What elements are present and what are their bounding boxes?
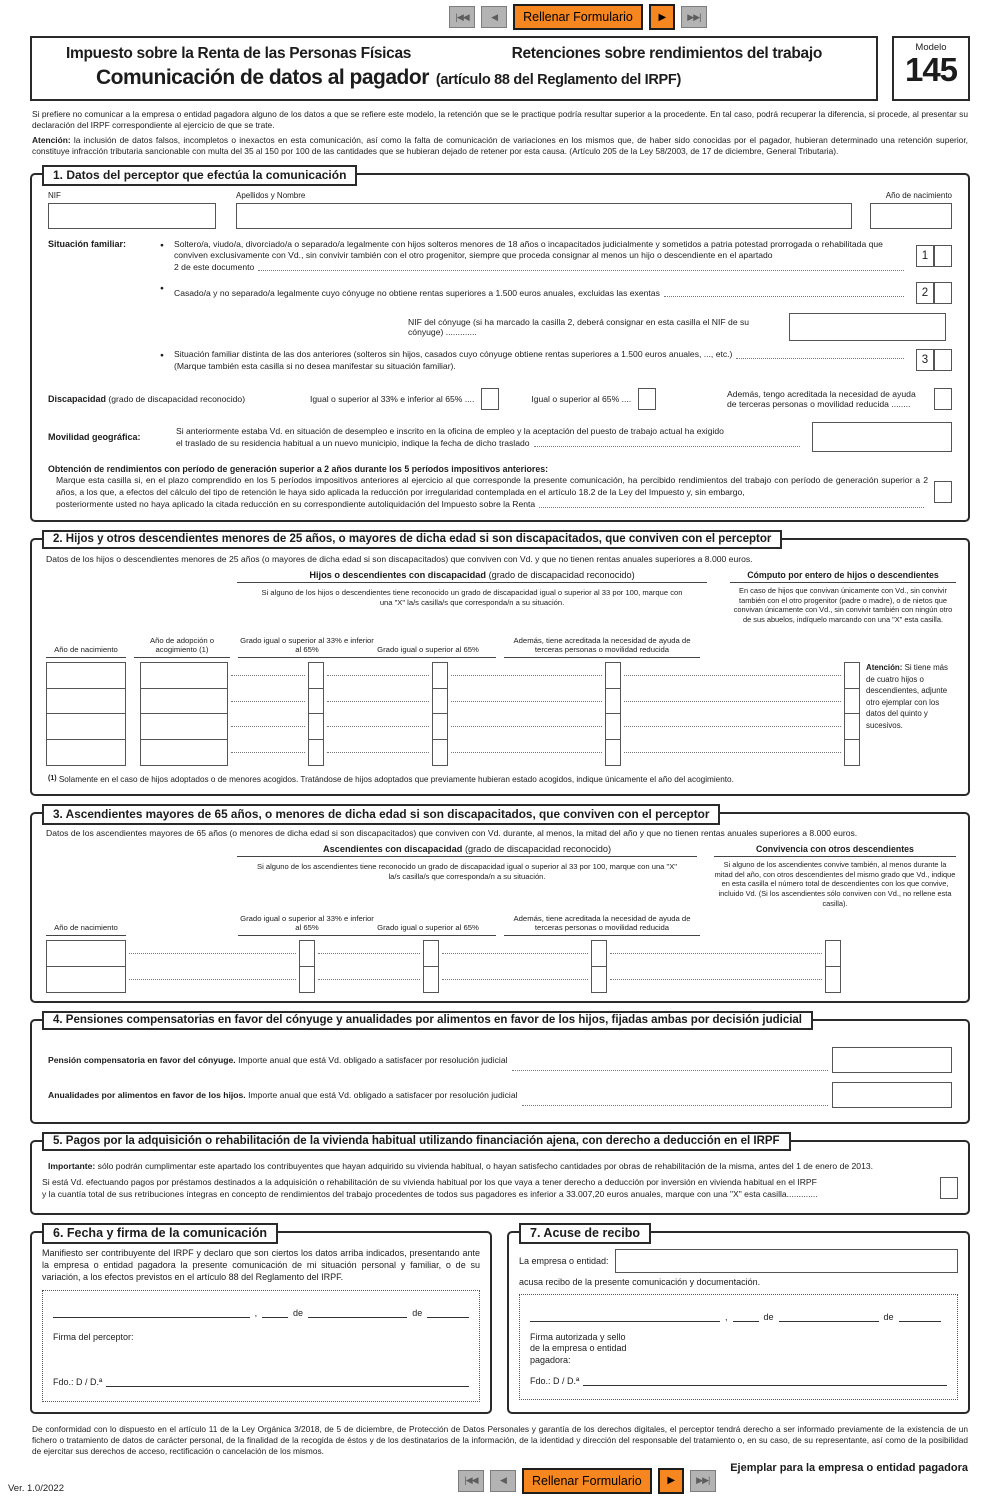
box-number-1: 1 [916, 245, 935, 267]
col-grade-33: Grado igual o superior al 33% e inferior al 65% [238, 914, 376, 936]
dotted-leader [231, 726, 305, 727]
nif-label: NIF [48, 190, 61, 200]
month-blank [779, 1311, 879, 1322]
name-label: Apellidos y Nombre [236, 190, 306, 200]
de-label: de [412, 1308, 423, 1319]
child-grade65-checkbox[interactable] [432, 713, 448, 740]
dotted-leader [512, 1070, 828, 1071]
child-fullcount-checkbox[interactable] [844, 662, 860, 689]
intro-text [32, 109, 968, 157]
intro-attention-label: Atención: [32, 134, 71, 145]
dotted-leader [624, 701, 841, 702]
irregular-income-title: Obtención de rendimientos con período de generación superior a 2 años durante los 5 períodos impositivos anteriores: [48, 463, 549, 474]
child-help-checkbox[interactable] [605, 713, 621, 740]
signature-area [42, 1290, 480, 1402]
company-input[interactable] [615, 1249, 958, 1273]
child-birth-year-cell[interactable] [46, 713, 126, 740]
ascendants-disability-header-bold: Ascendientes con discapacidad [322, 843, 463, 854]
company-label: La empresa o entidad: [519, 1255, 609, 1266]
first-page-button[interactable] [458, 1470, 484, 1492]
housing-checkbox[interactable] [940, 1177, 958, 1199]
birth-year-input[interactable] [870, 203, 952, 229]
name-input[interactable] [236, 203, 852, 229]
mobility-label: Movilidad geográfica: [48, 431, 141, 442]
form-title-box [30, 36, 878, 101]
dotted-leader [327, 752, 429, 753]
company-signature-line1: Firma autorizada y sello [530, 1331, 626, 1342]
company-signature-line2: de la empresa o entidad [530, 1343, 627, 1354]
child-grade33-checkbox[interactable] [308, 662, 324, 689]
family-option-1-box [916, 245, 953, 267]
section-1-title: 1. Datos del perceptor que efectúa la comunicación [42, 165, 357, 186]
form-header [30, 36, 970, 101]
copy-designation-label: Ejemplar para la empresa o entidad pagadora [730, 1461, 968, 1474]
annuities-label-text: Importe anual que está Vd. obligado a satisfacer por resolución judicial [245, 1089, 518, 1100]
next-page-icon: ▶ [667, 1475, 675, 1487]
ascendant-row [42, 940, 958, 967]
full-count-header: Cómputo por entero de hijos o descendientes [730, 570, 956, 583]
children-disability-header-bold: Hijos o descendientes con discapacidad [309, 569, 487, 580]
fdo-label: Fdo.: D / D.ª [530, 1375, 580, 1386]
family-option-1-text: Soltero/a, viudo/a, divorciado/a o separado/a legalmente con hijos solteros menores de 18 años o incapacitados judicialmente y sometidos a patria potestad prorrogada o rehabilitada que conviven exclusivamente con Vd., sin convivir también con el otro progenitor, siempre que proceda consignar al menos un hijo o descendiente en el apartado [174, 238, 883, 261]
fill-form-button[interactable] [522, 1468, 652, 1494]
ascendants-disability-header [237, 844, 697, 857]
company-row [519, 1249, 958, 1273]
box-number-3: 3 [916, 349, 935, 371]
child-grade33-checkbox[interactable] [308, 739, 324, 766]
title-retenciones: Retenciones sobre rendimientos del trabajo [511, 45, 822, 62]
disability-help-checkbox[interactable] [934, 388, 952, 410]
day-blank [262, 1307, 288, 1318]
child-adoption-year-cell[interactable] [140, 739, 228, 766]
irregular-income-block [48, 464, 952, 510]
col-birth-year: Año de nacimiento [46, 645, 126, 658]
birth-year-label: Año de nacimiento [885, 190, 952, 200]
identity-row [48, 191, 952, 229]
name-blank [583, 1375, 947, 1386]
ascendants-disability-subtext: Si alguno de los ascendientes tiene reconocido un grado de discapacidad igual o superior al 33 por 100, marque con una "X" la/s casilla/s que corresponda/n a su situación. [257, 861, 677, 881]
dotted-leader [129, 953, 296, 954]
important-label: Importante: [48, 1160, 96, 1171]
last-page-button[interactable] [690, 1470, 716, 1492]
de-label: de [292, 1308, 303, 1319]
disability-option-33-label: Igual o superior al 33% e inferior al 65% .... [310, 393, 475, 404]
child-grade65-checkbox[interactable] [432, 739, 448, 766]
children-attention-note [866, 662, 958, 731]
ascendant-cohabitation-cell[interactable] [825, 966, 841, 993]
section-3-column-headers [42, 844, 958, 936]
date-line [530, 1311, 947, 1322]
fill-form-label: Rellenar Formulario [532, 1473, 642, 1488]
fill-form-button[interactable] [513, 4, 643, 30]
dotted-leader [610, 979, 822, 980]
mobility-row [48, 422, 952, 452]
annuities-amount-input[interactable] [832, 1082, 952, 1108]
dotted-leader [624, 726, 841, 727]
dotted-leader [327, 701, 429, 702]
disability-help-line1: Además, tengo acreditada la necesidad de ayuda [727, 388, 916, 399]
prev-page-icon: ◀ [491, 11, 498, 22]
company-signature-label [530, 1332, 947, 1367]
pension-label [48, 1055, 508, 1065]
family-option-1-checkbox[interactable] [933, 245, 952, 267]
housing-declaration [42, 1176, 958, 1201]
dotted-leader [664, 296, 904, 297]
ascendant-help-checkbox[interactable] [591, 940, 607, 967]
date-line [53, 1307, 469, 1318]
de-label: de [763, 1311, 774, 1322]
last-page-icon: ▶▶| [687, 11, 701, 22]
bottom-toolbar [0, 1461, 1000, 1498]
family-option-3-note: (Marque también esta casilla si no desea manifestar su situación familiar). [174, 361, 456, 372]
child-grade65-checkbox[interactable] [432, 688, 448, 715]
dotted-leader [610, 953, 822, 954]
full-count-subtext: En caso de hijos que convivan únicamente con Vd., sin convivir también con el otro progenitor (padre o madre), o de nietos que convivan únicamente con Vd., sin convivir también con ningún otro de sus abuelos, indíquelo marcando con una "X" esta casilla. [733, 585, 953, 625]
footnote-text: Solamente en el caso de hijos adoptados o de menores acogidos. Tratándose de hijos adoptados que previamente hubieran estado acogidos, indique únicamente el año del acogimiento. [56, 774, 734, 784]
dotted-leader [318, 953, 421, 954]
family-option-3 [160, 349, 952, 372]
child-birth-year-cell[interactable] [46, 688, 126, 715]
child-adoption-year-cell[interactable] [140, 662, 228, 689]
dotted-leader [327, 726, 429, 727]
section-4 [30, 1013, 970, 1124]
bullet-icon [160, 239, 174, 250]
adoption-footnote [48, 775, 952, 784]
col-adoption-year: Año de adopción o acogimiento (1) [134, 636, 230, 658]
next-page-button[interactable] [649, 4, 675, 30]
section-5 [30, 1134, 970, 1215]
family-status-block [48, 239, 952, 382]
child-grade65-checkbox[interactable] [432, 662, 448, 689]
attention-text: Si tiene más de cuatro hijos o descendientes, adjunte otro ejemplar con los datos del quinto y sucesivos. [866, 663, 949, 730]
child-row [42, 739, 860, 766]
dotted-leader [736, 358, 903, 359]
day-blank [733, 1311, 759, 1322]
bottom-nav [458, 1468, 716, 1494]
pension-label-bold: Pensión compensatoria en favor del cónyuge. [48, 1054, 236, 1065]
disability-option-33 [310, 388, 499, 410]
footnote-marker: (1) [48, 774, 57, 782]
child-birth-year-cell[interactable] [46, 739, 126, 766]
disability-help-label [727, 389, 927, 409]
dotted-leader [231, 675, 305, 676]
signature-label: Firma del perceptor: [53, 1332, 134, 1343]
disability-label-rest: (grado de discapacidad reconocido) [106, 393, 246, 404]
irregular-income-checkbox[interactable] [934, 481, 952, 503]
child-help-checkbox[interactable] [605, 662, 621, 689]
disability-option-65-label: Igual o superior al 65% .... [531, 393, 632, 404]
model-number: 145 [904, 51, 958, 88]
disability-33-checkbox[interactable] [481, 388, 499, 410]
child-help-checkbox[interactable] [605, 688, 621, 715]
disability-help-line2: de terceras personas o movilidad reducida ........ [727, 398, 911, 409]
box-number-2: 2 [916, 282, 935, 304]
spouse-nif-row [408, 313, 946, 341]
ascendant-birth-year-cell[interactable] [46, 966, 126, 993]
col-third-person-help: Además, tiene acreditada la necesidad de ayuda de terceras personas o movilidad reducida [504, 636, 700, 658]
ascendant-grade33-checkbox[interactable] [299, 940, 315, 967]
year-blank [427, 1307, 469, 1318]
dotted-leader [318, 979, 421, 980]
dotted-leader [258, 270, 903, 271]
mobility-text-line1: Si anteriormente estaba Vd. en situación de desempleo e inscrito en la oficina de empleo y la aceptación del puesto de trabajo actual ha exigido [176, 425, 724, 436]
bullet-icon [160, 282, 174, 293]
important-text: sólo podrán cumplimentar este apartado los contribuyentes que hayan adquirido su vivienda habitual, o hayan satisfecho cantidades por obras de rehabilitación de la misma, antes del 1 de enero de 2013. [95, 1160, 874, 1171]
family-option-1 [160, 239, 952, 274]
dotted-leader [451, 726, 602, 727]
ascendant-cohabitation-cell[interactable] [825, 940, 841, 967]
annuities-label-bold: Anualidades por alimentos en favor de los hijos. [48, 1089, 246, 1100]
section-2-title: 2. Hijos y otros descendientes menores de 25 años, o mayores de dicha edad si son discapacitados, que conviven con el perceptor [42, 530, 782, 549]
company-signature-area [519, 1294, 958, 1400]
place-blank [530, 1311, 720, 1322]
child-grade33-checkbox[interactable] [308, 713, 324, 740]
section-6-title: 6. Fecha y firma de la comunicación [42, 1223, 278, 1244]
section-3 [30, 806, 970, 1003]
child-grade33-checkbox[interactable] [308, 688, 324, 715]
declaration-text: Manifiesto ser contribuyente del IRPF y declaro que son ciertos los datos arriba indicados, presentando ante la empresa o entidad pagadora la presente comunicación de mi situación personal y familiar, o de su variación, a los efectos previstos en el artículo 88 del Reglamento del IRPF. [42, 1247, 480, 1282]
section-3-intro: Datos de los ascendientes mayores de 65 años (o menores de dicha edad si son discapacitados) que conviven con Vd. durante, al menos, la mitad del año y que no tienen rentas anuales superiores a 8.000 euros. [46, 827, 858, 838]
title-tax: Impuesto sobre la Renta de las Personas Físicas [66, 45, 412, 62]
housing-text-line2: y la cuantía total de sus retribuciones íntegras en concepto de rendimientos del trabajo procedentes de todos sus pagadores es inferior a 33.007,20 euros anuales, marque con una "X" esta casilla............. [42, 1189, 818, 1200]
pension-label-text: Importe anual que está Vd. obligado a satisfacer por resolución judicial [235, 1054, 508, 1065]
child-fullcount-checkbox[interactable] [844, 739, 860, 766]
child-row [42, 662, 860, 689]
ascendant-grade33-checkbox[interactable] [299, 966, 315, 993]
mobility-date-input[interactable] [812, 422, 952, 452]
privacy-notice: De conformidad con lo dispuesto en el artículo 11 de la Ley Orgánica 3/2018, de 5 de diciembre, de Protección de Datos Personales y garantía de los derechos digitales, el perceptor tendrá derecho a ser informado previamente de la existencia de un fichero o tratamiento de datos de carácter personal, de la finalidad de la recogida de éstos y de los destinatarios de la información, de la identidad y dirección del responsable del tratamiento o, en su caso, de su representante, así como de la posibilidad de ejercitar sus derechos de acceso, rectificación o cancelación de los mismos. [32, 1424, 968, 1457]
section-1 [30, 167, 970, 522]
last-page-icon: ▶▶| [696, 1475, 710, 1486]
prev-page-icon: ◀ [500, 1475, 506, 1486]
col-grade-33: Grado igual o superior al 33% e inferior al 65% [238, 636, 376, 658]
children-disability-subtext: Si alguno de los hijos o descendientes tiene reconocido un grado de discapacidad igual o superior al 33 por 100, marque con una "X" la/s casilla/s que corresponda/n a su situación. [261, 587, 683, 607]
section-3-title: 3. Ascendientes mayores de 65 años, o menores de dicha edad si son discapacitados, que conviven con el perceptor [42, 804, 720, 825]
place-blank [53, 1307, 250, 1318]
signature-sections [30, 1225, 970, 1414]
child-adoption-year-cell[interactable] [140, 713, 228, 740]
col-grade-65: Grado igual o superior al 65% [360, 645, 496, 658]
ascendants-disability-header-rest: (grado de discapacidad reconocido) [462, 843, 612, 854]
irregular-income-text-end: posteriormente usted no haya aplicado la citada reducción en su correspondiente autoliquidación del Impuesto sobre la Renta [56, 498, 536, 509]
first-page-icon: |◀◀ [455, 11, 469, 22]
dotted-leader [539, 507, 924, 508]
section-5-title: 5. Pagos por la adquisición o rehabilitación de la vivienda habitual utilizando financiación ajena, con derecho a deducción en el IRPF [42, 1132, 791, 1151]
intro-attention-text: la inclusión de datos falsos, incompletos o inexactos en esta comunicación, así como la falta de comunicación de variaciones en los mismos que, de haber sido conocidas por el pagador, hubieran determinado una retención superior, constituye infracción tributaria sancionable con multa del 35 al 150 por 100 de las cantidades que se hubieran dejado de retener por esta causa. (Artículo 205 de la Ley 58/2003, de 17 de diciembre, General Tributaria). [32, 134, 968, 156]
dotted-leader [624, 752, 841, 753]
family-option-2 [160, 282, 952, 304]
fdo-line [530, 1375, 947, 1386]
mobility-text-line2: el traslado de su residencia habitual a un nuevo municipio, indique la fecha de dicho traslado [176, 437, 530, 448]
col-third-person-help: Además, tiene acreditada la necesidad de ayuda de terceras personas o movilidad reducida [504, 914, 700, 936]
section-2 [30, 532, 970, 796]
next-page-icon: ▶ [658, 11, 666, 23]
last-page-button[interactable] [681, 6, 707, 28]
child-birth-year-cell[interactable] [46, 662, 126, 689]
family-status-label: Situación familiar: [48, 238, 127, 249]
first-page-button[interactable] [449, 6, 475, 28]
child-row [42, 713, 860, 740]
attention-label: Atención: [866, 663, 903, 673]
ascendant-grade65-checkbox[interactable] [423, 966, 439, 993]
acknowledgement-text: acusa recibo de la presente comunicación y documentación. [519, 1276, 761, 1287]
housing-text-line1: Si está Vd. efectuando pagos por préstamos destinados a la adquisición o rehabilitación de su vivienda habitual por los que vaya a tener derecho a deducción por inversión en vivienda habitual en el IRPF [42, 1176, 817, 1187]
housing-important-note [48, 1160, 952, 1172]
dotted-leader [624, 675, 841, 676]
company-signature-line3: pagadora: [530, 1355, 571, 1366]
spouse-nif-label: NIF del cónyuge (si ha marcado la casilla 2, deberá consignar en esta casilla el NIF de su cónyuge) ............. [408, 317, 750, 338]
bullet-icon [160, 349, 174, 360]
pension-amount-input[interactable] [832, 1047, 952, 1073]
family-option-1-end: 2 de este documento [174, 261, 255, 272]
prev-page-button[interactable] [490, 1470, 516, 1492]
dotted-leader [451, 701, 602, 702]
prev-page-button[interactable] [481, 6, 507, 28]
dotted-leader [451, 752, 602, 753]
dotted-leader [231, 701, 305, 702]
col-grade-65: Grado igual o superior al 65% [360, 923, 496, 936]
cohabitation-subtext: Si alguno de los ascendientes convive también, al menos durante la mitad del año, con otros descendientes del mismo grado que Vd., indique en esta casilla el número total de descendientes con los que convive, incluido Vd. (Si los ascendientes sólo conviven con Vd., no rellene esta casilla). [714, 859, 956, 908]
dotted-leader [522, 1105, 828, 1106]
month-blank [308, 1307, 407, 1318]
family-option-2-box [916, 282, 953, 304]
disability-row [48, 388, 952, 410]
cohabitation-header: Convivencia con otros descendientes [714, 844, 956, 857]
section-7-title: 7. Acuse de recibo [519, 1223, 651, 1244]
model-box [892, 36, 970, 101]
nif-input[interactable] [48, 203, 216, 229]
version-label: Ver. 1.0/2022 [8, 1482, 64, 1494]
children-grid [42, 662, 958, 766]
irregular-income-text: Marque esta casilla si, en el plazo comprendido en los 5 períodos impositivos anteriores al ejercicio al que corresponde la presente comunicación, ha percibido rendimientos del trabajo con período de generación superior a 2 años, a los que, a efectos del cálculo del tipo de retención le haya sido aplicada la reducción por irregularidad contemplada en el artículo 18.2 de la Ley del Impuesto y, sin embargo, [56, 474, 928, 497]
family-option-3-box [916, 349, 953, 371]
col-birth-year: Año de nacimiento [46, 923, 126, 936]
dotted-leader [451, 675, 602, 676]
dotted-leader [442, 979, 588, 980]
family-option-3-checkbox[interactable] [933, 349, 952, 371]
dotted-leader [129, 979, 296, 980]
fdo-label: Fdo.: D / D.ª [53, 1377, 103, 1388]
section-6 [30, 1225, 492, 1414]
ascendant-row [42, 966, 958, 993]
child-support-row [48, 1082, 952, 1108]
intro-paragraph-1: Si prefiere no comunicar a la empresa o entidad pagadora alguno de los datos a que se refiere este modelo, la retención que se le practique podría resultar superior a la procedente. En tal caso, podrá recuperar la diferencia, si procede, al presentar su declaración del IRPF correspondiente al ejercicio de que se trate. [32, 109, 968, 130]
title-main: Comunicación de datos al pagador [96, 66, 429, 89]
children-disability-header-rest: (grado de discapacidad reconocido) [486, 569, 635, 580]
family-option-2-text: Casado/a y no separado/a legalmente cuyo cónyuge no obtiene rentas superiores a 1.500 euros anuales, excluidas las exentas [174, 287, 660, 298]
compensatory-pension-row [48, 1047, 952, 1073]
dotted-leader [534, 446, 800, 447]
title-article: (artículo 88 del Reglamento del IRPF) [435, 72, 682, 88]
year-blank [899, 1311, 941, 1322]
section-7 [507, 1225, 970, 1414]
disability-label-bold: Discapacidad [48, 393, 107, 404]
disability-option-help [666, 388, 952, 410]
top-toolbar [78, 0, 1000, 30]
section-4-title: 4. Pensiones compensatorias en favor del cónyuge y anualidades por alimentos en favor de los hijos, fijadas ambas por decisión judicial [42, 1011, 813, 1030]
dotted-leader [231, 752, 305, 753]
child-adoption-year-cell[interactable] [140, 688, 228, 715]
section-2-intro: Datos de los hijos o descendientes menores de 25 años (o mayores de dicha edad si son discapacitados) que conviven con Vd. y que no tienen rentas anuales superiores a 8.000 euros. [46, 553, 753, 564]
disability-option-65 [531, 388, 656, 410]
child-fullcount-checkbox[interactable] [844, 688, 860, 715]
ascendant-birth-year-cell[interactable] [46, 940, 126, 967]
children-disability-header [237, 570, 707, 583]
de-label: de [883, 1311, 894, 1322]
intro-paragraph-2 [32, 135, 968, 157]
ascendants-grid [42, 940, 958, 993]
disability-65-checkbox[interactable] [638, 388, 656, 410]
fill-form-label: Rellenar Formulario [523, 10, 633, 24]
dotted-leader [327, 675, 429, 676]
family-option-3-text: Situación familiar distinta de las dos anteriores (solteros sin hijos, casados cuyo cónyuge obtiene rentas superiores a 1.500 euros anuales, ..., etc.) [174, 349, 733, 360]
first-page-icon: |◀◀ [464, 1475, 478, 1486]
fdo-line [53, 1376, 469, 1387]
child-row [42, 688, 860, 715]
spouse-nif-input[interactable] [789, 313, 946, 341]
ascendant-grade65-checkbox[interactable] [423, 940, 439, 967]
family-option-2-checkbox[interactable] [933, 282, 952, 304]
model-label: Modelo [915, 42, 947, 53]
child-help-checkbox[interactable] [605, 739, 621, 766]
next-page-button[interactable] [658, 1468, 684, 1494]
ascendant-help-checkbox[interactable] [591, 966, 607, 993]
comma: , [254, 1308, 258, 1319]
disability-label [48, 394, 300, 404]
comma: , [725, 1311, 728, 1322]
dotted-leader [442, 953, 588, 954]
name-blank [106, 1376, 469, 1387]
annuities-label [48, 1090, 518, 1100]
child-fullcount-checkbox[interactable] [844, 713, 860, 740]
section-2-column-headers [42, 570, 958, 658]
